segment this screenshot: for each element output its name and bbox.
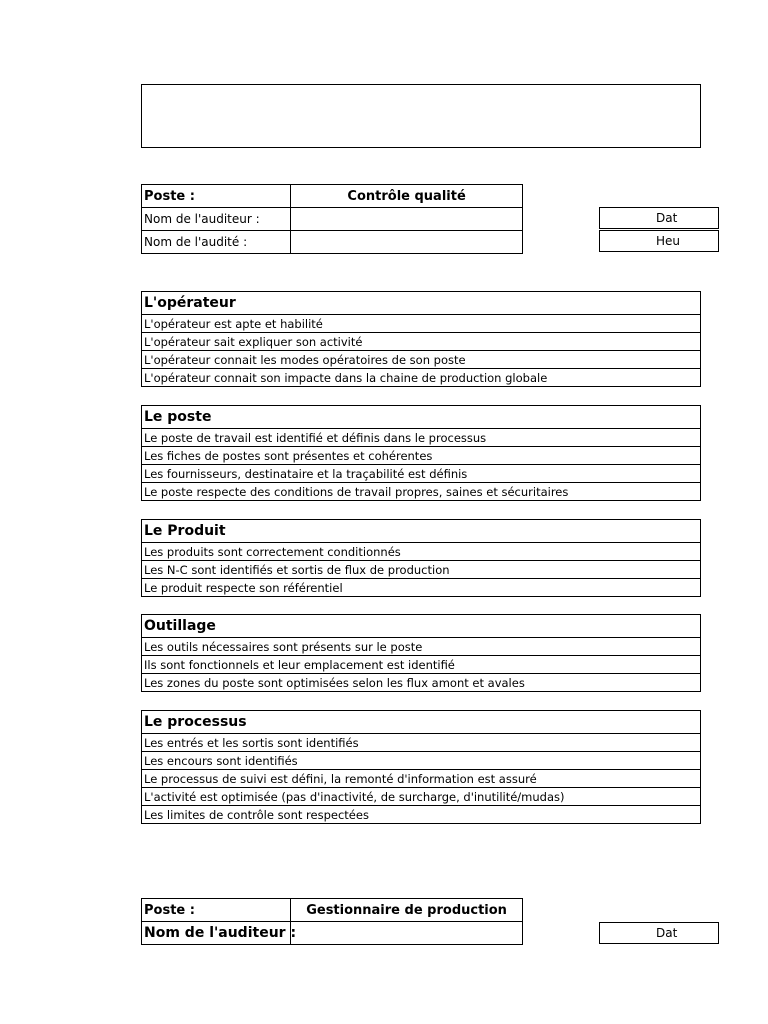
- checklist-item: L'activité est optimisée (pas d'inactivité, de surcharge, d'inutilité/mudas): [142, 788, 701, 806]
- auditeur-field[interactable]: [291, 922, 523, 945]
- checklist-item: Le poste de travail est identifié et définis dans le processus: [142, 429, 701, 447]
- checklist-item: L'opérateur connait son impacte dans la chaine de production globale: [142, 369, 701, 387]
- checklist-item: Le poste respecte des conditions de travail propres, saines et sécuritaires: [142, 483, 701, 501]
- section-outillage: [141, 614, 701, 692]
- checklist-item: Les produits sont correctement conditionnés: [142, 543, 701, 561]
- section-operateur: [141, 291, 701, 387]
- checklist-item: Les encours sont identifiés: [142, 752, 701, 770]
- section-poste: [141, 405, 701, 501]
- poste-label: Poste :: [142, 899, 291, 922]
- section-table: [141, 291, 701, 387]
- section-table: [141, 519, 701, 597]
- poste-label: Poste :: [142, 185, 291, 208]
- checklist-item: Le processus de suivi est défini, la remonté d'information est assuré: [142, 770, 701, 788]
- audite-label: Nom de l'audité :: [142, 231, 291, 254]
- heure-box: Heu: [599, 230, 719, 252]
- auditeur-label: Nom de l'auditeur :: [142, 208, 291, 231]
- section-title: Outillage: [142, 615, 701, 638]
- section-table: [141, 614, 701, 692]
- poste-form-2: [141, 898, 523, 945]
- checklist-item: Les fournisseurs, destinataire et la traçabilité est définis: [142, 465, 701, 483]
- checklist-item: Les limites de contrôle sont respectées: [142, 806, 701, 824]
- section-table: [141, 405, 701, 501]
- date-box: Dat: [599, 207, 719, 229]
- checklist-item: L'opérateur est apte et habilité: [142, 315, 701, 333]
- auditeur-field[interactable]: [291, 208, 523, 231]
- checklist-item: Le produit respecte son référentiel: [142, 579, 701, 597]
- checklist-item: L'opérateur sait expliquer son activité: [142, 333, 701, 351]
- section-title: Le processus: [142, 711, 701, 734]
- checklist-item: Les N-C sont identifiés et sortis de flux de production: [142, 561, 701, 579]
- section-title: L'opérateur: [142, 292, 701, 315]
- checklist-item: Les entrés et les sortis sont identifiés: [142, 734, 701, 752]
- section-title: Le Produit: [142, 520, 701, 543]
- checklist-item: Les zones du poste sont optimisées selon les flux amont et avales: [142, 674, 701, 692]
- poste-value: Contrôle qualité: [291, 185, 523, 208]
- checklist-item: Les fiches de postes sont présentes et cohérentes: [142, 447, 701, 465]
- date-box: Dat: [599, 922, 719, 944]
- section-table: [141, 710, 701, 824]
- audite-field[interactable]: [291, 231, 523, 254]
- checklist-item: L'opérateur connait les modes opératoires de son poste: [142, 351, 701, 369]
- section-produit: [141, 519, 701, 597]
- checklist-item: Les outils nécessaires sont présents sur le poste: [142, 638, 701, 656]
- checklist-item: Ils sont fonctionnels et leur emplacement est identifié: [142, 656, 701, 674]
- auditeur-label: Nom de l'auditeur :: [142, 922, 291, 945]
- poste-form-1: [141, 184, 523, 254]
- poste-value: Gestionnaire de production: [291, 899, 523, 922]
- section-processus: [141, 710, 701, 824]
- section-title: Le poste: [142, 406, 701, 429]
- header-title-box: [141, 84, 701, 148]
